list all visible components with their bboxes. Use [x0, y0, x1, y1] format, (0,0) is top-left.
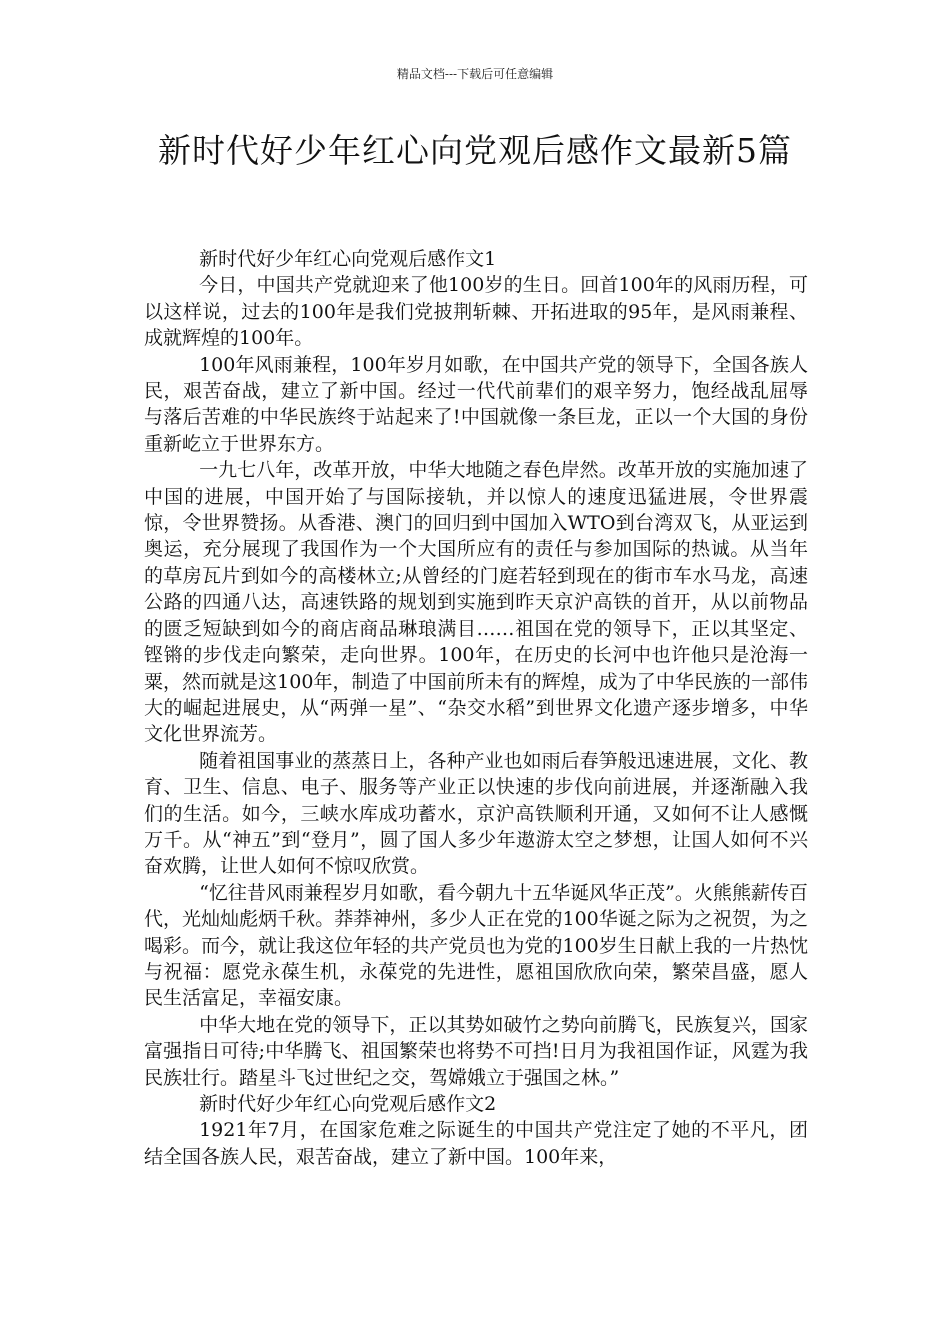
- section-heading: 新时代好少年红心向党观后感作文1: [199, 248, 497, 270]
- document-title: 新时代好少年红心向党观后感作文最新5篇: [158, 131, 792, 170]
- section-heading: 新时代好少年红心向党观后感作文2: [199, 1093, 497, 1115]
- paragraph: “忆往昔风雨兼程岁月如歌，看今朝九十五华诞风华正茂”。火熊熊薪传百代，光灿灿彪炳千秋。莽莽神州，多少人正在党的100华诞之际为之祝贺，为之喝彩。而今，就让我这位年轻的共产党员也为党的100岁生日献上我的一片热忱与祝福：愿党永葆生机，永葆党的先进性，愿祖国欣欣向荣，繁荣昌盛，愿人民生活富足，幸福安康。: [144, 881, 808, 1010]
- paragraph: 今日，中国共产党就迎来了他100岁的生日。回首100年的风雨历程，可以这样说，过去的100年是我们党披荆斩棘、开拓进取的95年，是风雨兼程、成就辉煌的100年。: [144, 274, 808, 350]
- paragraph: 中华大地在党的领导下，正以其势如破竹之势向前腾飞，民族复兴，国家富强指日可待;中华腾飞、祖国繁荣也将势不可挡!日月为我祖国作证，风霆为我民族壮行。踏星斗飞过世纪之交，驾嫦娥立于强国之林。”: [144, 1013, 808, 1089]
- paragraph: 随着祖国事业的蒸蒸日上，各种产业也如雨后春笋般迅速进展，文化、教育、卫生、信息、电子、服务等产业正以快速的步伐向前进展，并逐渐融入我们的生活。如今，三峡水库成功蓄水，京沪高铁顺利开通，又如何不让人感慨万千。从“神五”到“登月”，圆了国人多少年遨游太空之梦想，让国人如何不兴奋欢腾，让世人如何不惊叹欣赏。: [144, 749, 808, 878]
- paragraph: 100年风雨兼程，100年岁月如歌，在中国共产党的领导下，全国各族人民，艰苦奋战，建立了新中国。经过一代代前辈们的艰辛努力，饱经战乱屈辱与落后苦难的中华民族终于站起来了!中国就像一条巨龙，正以一个大国的身份重新屹立于世界东方。: [144, 353, 808, 455]
- page-header: 精品文档---下载后可任意编辑: [396, 67, 554, 81]
- document-body: [144, 246, 808, 1170]
- paragraph: 1921年7月，在国家危难之际诞生的中国共产党注定了她的不平凡，团结全国各族人民，艰苦奋战，建立了新中国。100年来，: [144, 1119, 808, 1168]
- paragraph: 一九七八年，改革开放，中华大地随之春色岸然。改革开放的实施加速了中国的进展，中国开始了与国际接轨，并以惊人的速度迅猛进展，令世界震惊，令世界赞扬。从香港、澳门的回归到中国加入WTO到台湾双飞，从亚运到奥运，充分展现了我国作为一个大国所应有的责任与参加国际的热诚。从当年的草房瓦片到如今的高楼林立;从曾经的门庭若轻到现在的街市车水马龙，高速公路的四通八达，高速铁路的规划到实施到昨天京沪高铁的首开，从以前物品的匮乏短缺到如今的商店商品琳琅满目……祖国在党的领导下，正以其坚定、铿锵的步伐走向繁荣，走向世界。100年，在历史的长河中也许他只是沧海一粟，然而就是这100年，制造了中国前所未有的辉煌，成为了中华民族的一部伟大的崛起进展史，从“两弹一星”、“杂交水稻”到世界文化遗产逐步增多，中华文化世界流芳。: [144, 459, 808, 746]
